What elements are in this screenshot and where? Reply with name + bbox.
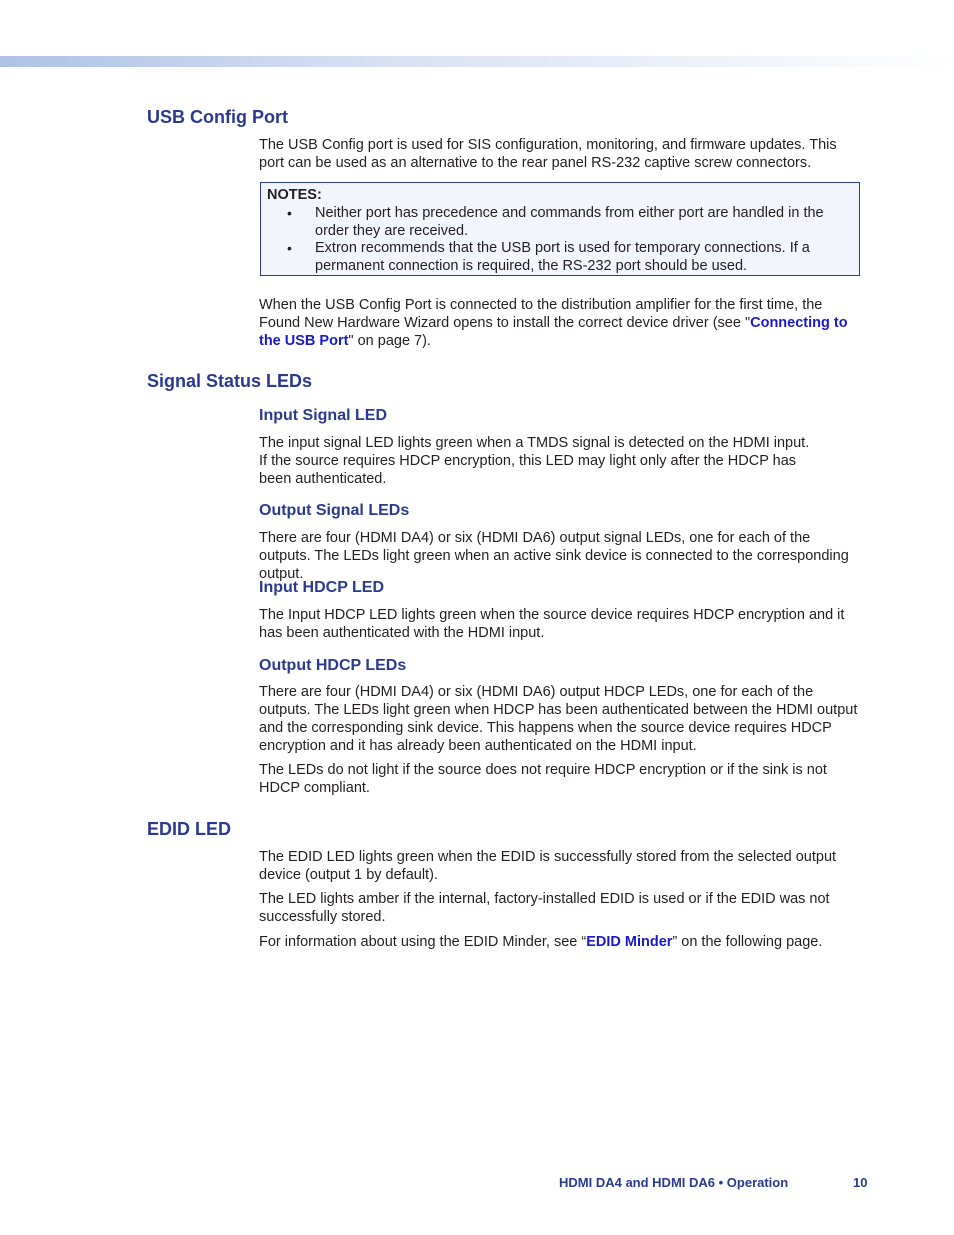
header-gradient-bar — [0, 56, 954, 67]
edid-paragraph-1: The EDID LED lights green when the EDID is successfully stored from the selected output device (output 1 by default). — [259, 849, 837, 883]
input-signal-paragraph: The input signal LED lights green when a TMDS signal is detected on the HDMI input. If the source requires HDCP encryption, this LED may light only after the HDCP has been authenticated. — [259, 435, 810, 487]
edid-minder-text-end: ” on the following page. — [672, 934, 823, 950]
bullet-marker: • — [287, 240, 292, 256]
input-hdcp-paragraph: The Input HDCP LED lights green when the source device requires HDCP encryption and it has been authenticated with the HDMI input. — [259, 607, 845, 641]
subheading-output-hdcp-leds: Output HDCP LEDs — [259, 657, 407, 674]
subheading-input-hdcp-led: Input HDCP LED — [259, 579, 385, 596]
usb-intro-paragraph: The USB Config port is used for SIS configuration, monitoring, and firmware updates. This port can be used as an alternative to the rear panel RS-232 captive screw connectors. — [259, 137, 837, 171]
section-heading-usb-config-port: USB Config Port — [147, 107, 288, 127]
notes-box — [260, 182, 860, 276]
link-connecting-to-usb-port[interactable]: Connecting to the USB Port — [259, 315, 848, 349]
note-item-1: Neither port has precedence and commands from either port are handled in the order they are received. — [315, 205, 824, 239]
usb-connection-paragraph — [259, 296, 851, 350]
edid-paragraph-3 — [259, 933, 863, 951]
section-heading-signal-status-leds: Signal Status LEDs — [147, 371, 313, 391]
bullet-marker: • — [287, 205, 292, 221]
note-item-2: Extron recommends that the USB port is used for temporary connections. If a permanent connection is required, the RS-232 port should be used. — [315, 240, 810, 274]
subheading-input-signal-led: Input Signal LED — [259, 407, 387, 424]
output-hdcp-paragraph-2: The LEDs do not light if the source does not require HDCP encryption or if the sink is not HDCP compliant. — [259, 762, 827, 796]
usb-connection-text-end: " on page 7). — [348, 333, 431, 349]
footer-document-title: HDMI DA4 and HDMI DA6 • Operation — [559, 1175, 789, 1190]
footer-page-number: 10 — [853, 1175, 868, 1190]
output-signal-paragraph: There are four (HDMI DA4) or six (HDMI DA6) output signal LEDs, one for each of the outputs. The LEDs light green when an active sink device is connected to the corresponding output. — [259, 530, 849, 582]
output-hdcp-paragraph-1: There are four (HDMI DA4) or six (HDMI DA6) output HDCP LEDs, one for each of the outputs. The LEDs light green when HDCP has been authenticated between the HDMI output and the corresponding sink device. This happens when the source device requires HDCP encryption and it has already been authenticated on the HDMI input. — [259, 684, 858, 754]
section-heading-edid-led: EDID LED — [147, 819, 232, 839]
link-edid-minder[interactable]: EDID Minder — [586, 934, 673, 950]
notes-title: NOTES: — [267, 187, 322, 203]
usb-connection-text: When the USB Config Port is connected to the distribution amplifier for the first time, the Found New Hardware Wizard opens to install the correct device driver (see " — [259, 297, 823, 331]
subheading-output-signal-leds: Output Signal LEDs — [259, 502, 410, 519]
edid-minder-text: For information about using the EDID Minder, see “ — [259, 934, 587, 950]
edid-paragraph-2: The LED lights amber if the internal, factory-installed EDID is used or if the EDID was not successfully stored. — [259, 891, 830, 925]
